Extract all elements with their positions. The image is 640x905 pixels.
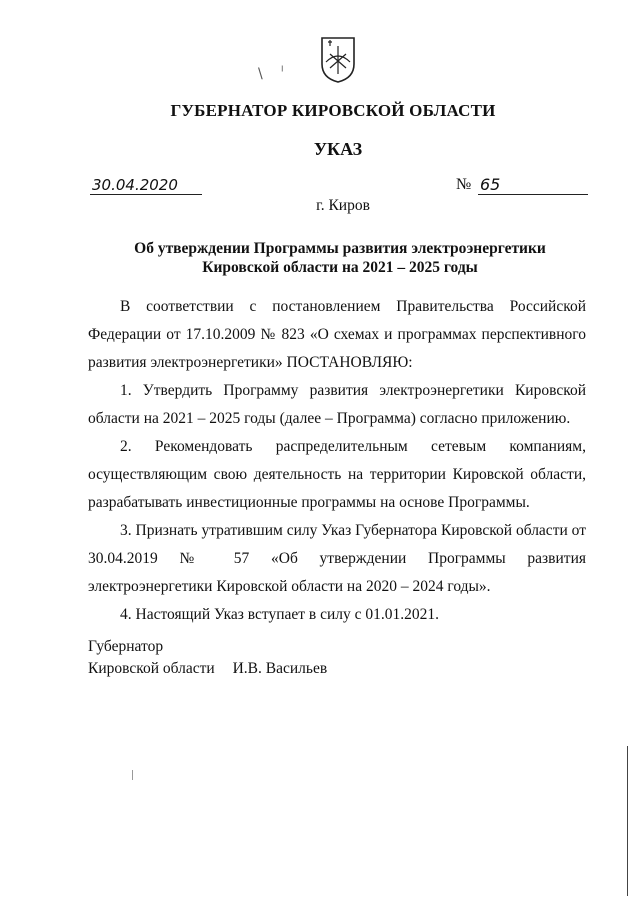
preamble-paragraph: В соответствии с постановлением Правительства Российской Федерации от 17.10.2009 № 823 «О схемах и программах перспективного развития электроэнергетики» ПОСТАНОВЛЯЮ: bbox=[88, 298, 586, 371]
document-title bbox=[110, 239, 570, 277]
scan-artifact bbox=[132, 770, 133, 780]
clause-paragraph: 3. Признать утратившим силу Указ Губернатора Кировской области от 30.04.2019 № 57 «Об утверждении Программы развития электроэнергетики Кировской области на 2020 – 2024 годы». bbox=[88, 522, 586, 595]
clause-paragraph: 1. Утвердить Программу развития электроэнергетики Кировской области на 2021 – 2025 годы (далее – Программа) согласно приложению. bbox=[88, 382, 586, 427]
number-label: № bbox=[456, 176, 472, 193]
signatory-position: Губернатор bbox=[88, 638, 164, 655]
clause-paragraph: 2. Рекомендовать распределительным сетевым компаниям, осуществляющим свою деятельность на территории Кировской области, разрабатывать инвестиционные программы на основе Программы. bbox=[88, 438, 586, 511]
coat-of-arms-icon bbox=[318, 34, 358, 84]
scan-artifact: ˡ bbox=[281, 64, 284, 80]
issuer-heading: ГУБЕРНАТОР КИРОВСКОЙ ОБЛАСТИ bbox=[170, 101, 496, 120]
signature-block bbox=[88, 636, 327, 680]
scan-artifact: \ bbox=[258, 66, 263, 82]
document-body bbox=[88, 293, 586, 629]
signatory-region: Кировской области bbox=[88, 660, 215, 677]
issue-city: г. Киров bbox=[316, 197, 370, 214]
clause-paragraph: 4. Настоящий Указ вступает в силу с 01.01.2021. bbox=[120, 606, 440, 623]
scan-edge-line bbox=[627, 746, 628, 896]
signatory-name: И.В. Васильев bbox=[232, 660, 328, 677]
title-line: Об утверждении Программы развития электроэнергетики bbox=[134, 240, 546, 257]
document-date: 30.04.2020 bbox=[90, 176, 202, 195]
document-type: УКАЗ bbox=[313, 139, 363, 159]
document-number: 65 bbox=[478, 176, 588, 195]
title-line: Кировской области на 2021 – 2025 годы bbox=[202, 259, 478, 276]
